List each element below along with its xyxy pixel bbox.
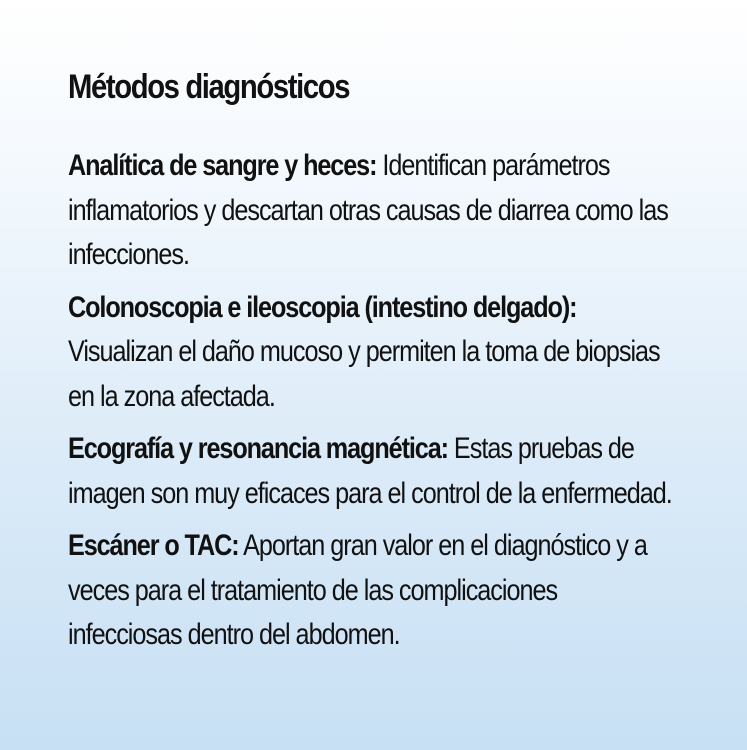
entry-ct-scan [68, 524, 673, 658]
entry-term: Analítica de sangre y heces: [68, 149, 377, 182]
entry-term: Colonoscopia e ileoscopia (intestino delgado): [68, 290, 577, 324]
entry-description: Visualizan el daño mucoso y permiten la toma de biopsias en la zona afectada. [68, 335, 660, 413]
panel-title: Métodos diagnósticos [68, 68, 350, 106]
entry-description: Identifican parámetros inflamatorios y descartan otras causas de diarrea como las infecciones. [68, 149, 668, 271]
entry-ultrasound-mri [68, 427, 673, 516]
entry-blood-stool-analysis [68, 144, 673, 278]
entry-description: Estas pruebas de imagen son muy eficaces para el control de la enfermedad. [68, 432, 672, 510]
entry-term: Ecografía y resonancia magnética: [68, 432, 448, 465]
entry-colonoscopy [68, 286, 673, 420]
entry-description: Aportan gran valor en el diagnóstico y a veces para el tratamiento de las complicaciones infecciosas dentro del abdomen. [68, 529, 647, 651]
entry-term: Escáner o TAC: [68, 529, 239, 562]
